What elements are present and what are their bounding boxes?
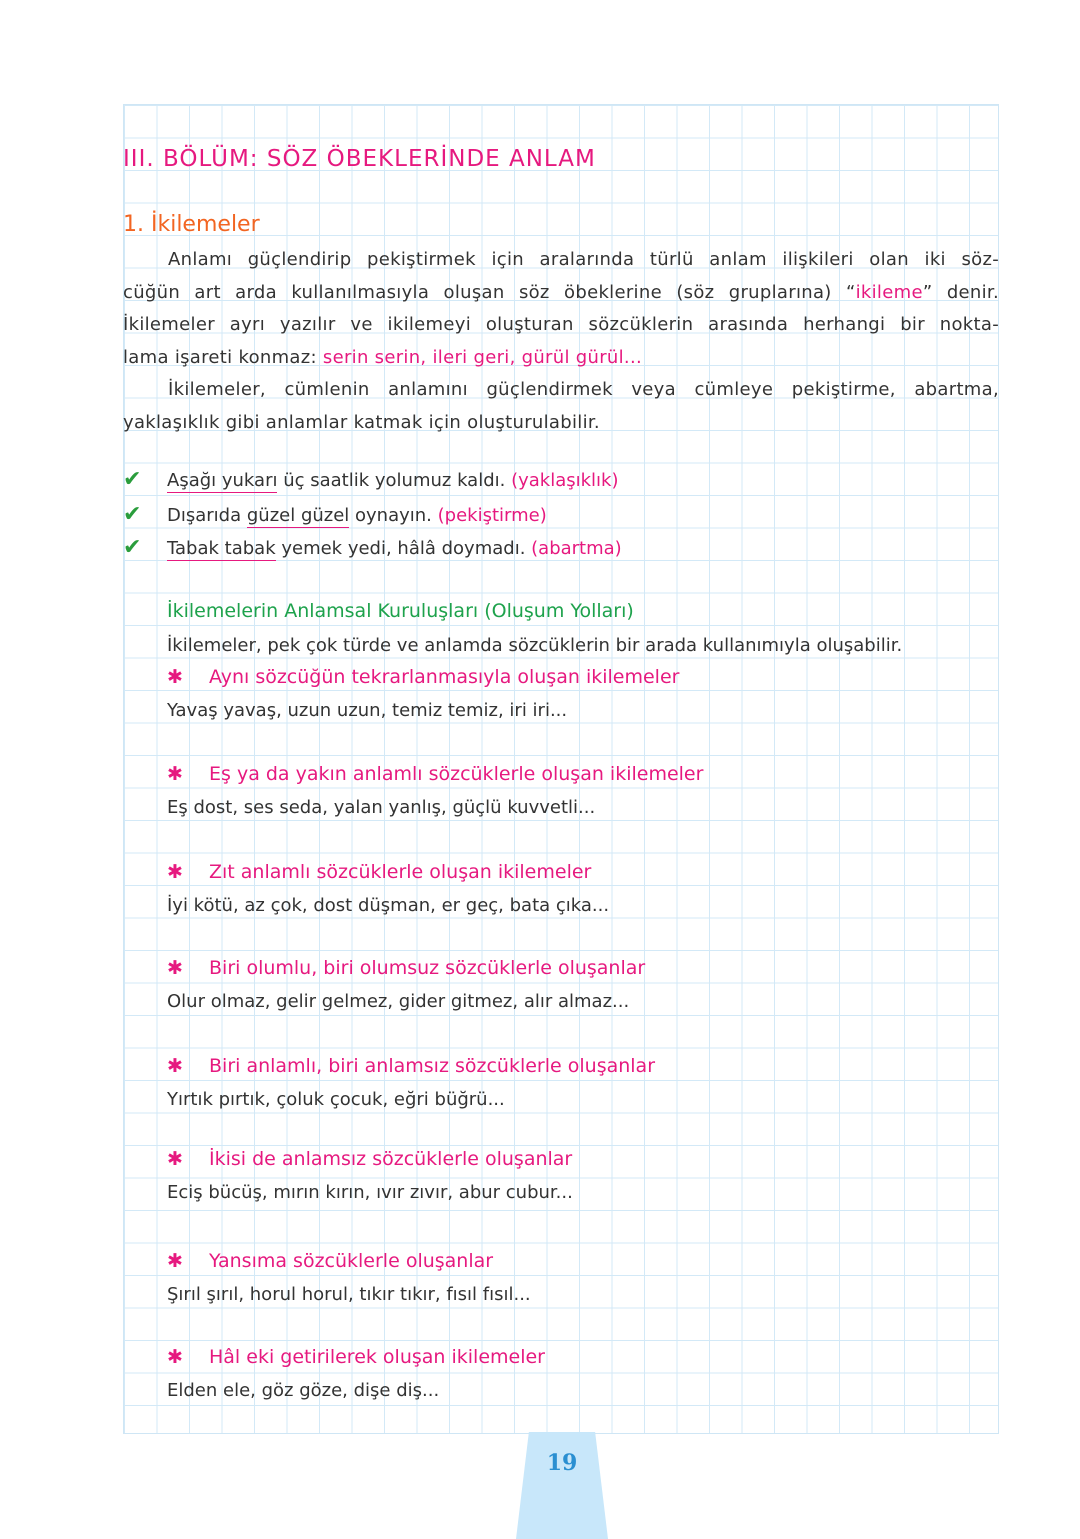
star-icon: ✱ [167, 763, 183, 785]
example-tag: (yaklaşıklık) [511, 470, 619, 491]
category-examples: Yavaş yavaş, uzun uzun, temiz temiz, iri iri... [167, 700, 568, 721]
intro-line: lama işareti konmaz: serin serin, ileri geri, gürül gürül... [123, 346, 642, 368]
intro-line: cüğün art arda kullanılmasıyla oluşan söz öbeklerine (söz gruplarına) “ikileme” denir. [123, 281, 1000, 303]
star-icon: ✱ [167, 1148, 183, 1170]
chapter-title: III. BÖLÜM: SÖZ ÖBEKLERİNDE ANLAM [123, 146, 596, 172]
star-icon: ✱ [167, 861, 183, 883]
intro-line: Anlamı güçlendirip pekiştirmek için aralarında türlü anlam ilişkileri olan iki söz- [168, 249, 999, 270]
check-icon: ✔ [123, 502, 142, 527]
category-title: ✱ Biri anlamlı, biri anlamsız sözcüklerle oluşanlar [167, 1055, 656, 1077]
sub-intro: İkilemeler, pek çok türde ve anlamda sözcüklerin bir arada kullanımıyla oluşabilir. [167, 635, 903, 656]
intro-line: İkilemeler, cümlenin anlamını güçlendirmek veya cümleye pekiştirme, abartma, [168, 379, 999, 400]
category-title: ✱ Yansıma sözcüklerle oluşanlar [167, 1250, 494, 1272]
intro-examples: serin serin, ileri geri, gürül gürül... [322, 346, 642, 368]
star-icon: ✱ [167, 957, 183, 979]
category-title: ✱ Hâl eki getirilerek oluşan ikilemeler [167, 1346, 545, 1368]
term-ikileme: ikileme [855, 281, 923, 303]
intro-line: İkilemeler ayrı yazılır ve ikilemeyi oluşturan sözcüklerin arasında herhangi bir nokta- [123, 314, 999, 335]
category-title: ✱ Zıt anlamlı sözcüklerle oluşan ikilemeler [167, 861, 592, 883]
intro-paragraph-1 [123, 244, 999, 374]
example-underlined: güzel güzel [246, 505, 350, 526]
example-underlined: Tabak tabak [167, 538, 276, 559]
star-icon: ✱ [167, 1250, 183, 1272]
check-icon: ✔ [123, 467, 142, 492]
intro-line: yaklaşıklık gibi anlamlar katmak için oluşturulabilir. [123, 411, 600, 433]
category-examples: Eş dost, ses seda, yalan yanlış, güçlü kuvvetli... [167, 797, 596, 818]
example-tag: (pekiştirme) [437, 505, 547, 526]
example-sentence: Aşağı yukarı üç saatlik yolumuz kaldı. (yaklaşıklık) [167, 470, 619, 491]
page-number-tab [516, 1432, 608, 1539]
category-examples: Eciş bücüş, mırın kırın, ıvır zıvır, abur cubur... [167, 1182, 573, 1203]
category-examples: Olur olmaz, gelir gelmez, gider gitmez, alır almaz... [167, 991, 630, 1012]
category-examples: İyi kötü, az çok, dost düşman, er geç, bata çıka... [167, 895, 610, 916]
intro-paragraph-2 [123, 374, 999, 439]
category-title: ✱ Biri olumlu, biri olumsuz sözcüklerle oluşanlar [167, 957, 646, 979]
example-sentence: Tabak tabak yemek yedi, hâlâ doymadı. (abartma) [167, 538, 622, 559]
star-icon: ✱ [167, 1346, 183, 1368]
example-underlined: Aşağı yukarı [167, 470, 278, 491]
category-title: ✱ İkisi de anlamsız sözcüklerle oluşanlar [167, 1148, 573, 1170]
section-title: 1. İkilemeler [123, 212, 260, 237]
example-tag: (abartma) [531, 538, 622, 559]
category-examples: Şırıl şırıl, horul horul, tıkır tıkır, fısıl fısıl... [167, 1284, 531, 1305]
subheading: İkilemelerin Anlamsal Kuruluşları (Oluşum Yolları) [167, 600, 634, 622]
category-title: ✱ Aynı sözcüğün tekrarlanmasıyla oluşan ikilemeler [167, 666, 680, 688]
example-sentence: Dışarıda güzel güzel oynayın. (pekiştirme) [167, 505, 547, 526]
category-examples: Yırtık pırtık, çoluk çocuk, eğri büğrü... [167, 1089, 505, 1110]
category-examples: Elden ele, göz göze, dişe diş... [167, 1380, 440, 1401]
star-icon: ✱ [167, 1055, 183, 1077]
page-number: 19 [546, 1450, 578, 1476]
category-title: ✱ Eş ya da yakın anlamlı sözcüklerle oluşan ikilemeler [167, 763, 704, 785]
check-icon: ✔ [123, 535, 142, 560]
star-icon: ✱ [167, 666, 183, 688]
